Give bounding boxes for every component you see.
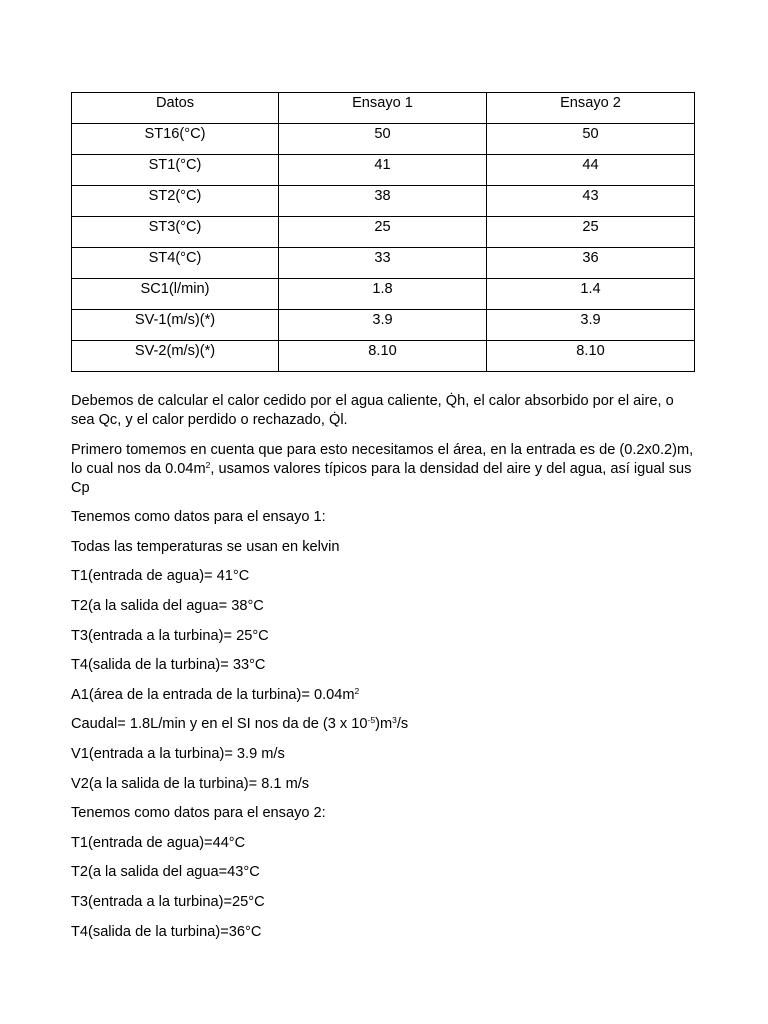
table-header-cell: Ensayo 2 (487, 93, 695, 124)
table-cell: 50 (279, 124, 487, 155)
table-cell: 33 (279, 248, 487, 279)
flow-text-end: /s (396, 716, 409, 733)
table-cell: ST2(°C) (72, 186, 279, 217)
table-header-cell: Datos (72, 93, 279, 124)
table-row (72, 310, 695, 341)
table-row (72, 217, 695, 248)
paragraph-t2-trial2: T2(a la salida del agua=43°C (71, 864, 260, 881)
body-text (71, 392, 697, 942)
table-cell: 8.10 (279, 341, 487, 372)
table-cell: 1.8 (279, 279, 487, 310)
flow-text-mid: )m (375, 716, 393, 733)
paragraph-t1-trial1: T1(entrada de agua)= 41°C (71, 568, 250, 585)
paragraph-a1-trial1 (71, 686, 697, 705)
table-cell: 8.10 (487, 341, 695, 372)
paragraph-heat-calculation: Debemos de calcular el calor cedido por el agua caliente, Q̇h, el calor absorbido por el aire, o sea Qc, y el calor perdido o rechazado, Q̇l. (71, 393, 674, 428)
table-row (72, 248, 695, 279)
table-row (72, 279, 695, 310)
table-cell: 36 (487, 248, 695, 279)
table-cell: 50 (487, 124, 695, 155)
table-header-row (72, 93, 695, 124)
paragraph-t3-trial2: T3(entrada a la turbina)=25°C (71, 893, 265, 910)
table-cell: ST3(°C) (72, 217, 279, 248)
table-cell: 3.9 (487, 310, 695, 341)
table-cell: 41 (279, 155, 487, 186)
paragraph-v1-trial1: V1(entrada a la turbina)= 3.9 m/s (71, 745, 285, 762)
table-cell: SC1(l/min) (72, 279, 279, 310)
paragraph-t4-trial2: T4(salida de la turbina)=36°C (71, 923, 262, 940)
superscript: 2 (205, 459, 211, 470)
superscript: 3 (392, 715, 397, 726)
table-row (72, 186, 695, 217)
table-cell: 44 (487, 155, 695, 186)
a1-text: A1(área de la entrada de la turbina)= 0.04m (71, 686, 355, 703)
table-body (72, 93, 695, 372)
table-cell: 38 (279, 186, 487, 217)
table-cell: ST16(°C) (72, 124, 279, 155)
table-header-cell: Ensayo 1 (279, 93, 487, 124)
table-cell: ST4(°C) (72, 248, 279, 279)
superscript: -5 (367, 715, 376, 726)
table-cell: 25 (279, 217, 487, 248)
table-cell: 43 (487, 186, 695, 217)
table-row (72, 124, 695, 155)
area-note-text-cont: , usamos valores típicos para la densidad del aire y del agua, así igual sus Cp (71, 460, 692, 496)
paragraph-v2-trial1: V2(a la salida de la turbina)= 8.1 m/s (71, 775, 310, 792)
paragraph-kelvin-note: Todas las temperaturas se usan en kelvin (71, 538, 340, 555)
area-note-text: Primero tomemos en cuenta que para esto necesitamos el área, en la entrada es de (0.2x0.2)m, lo cual nos da 0.04m (71, 441, 694, 477)
table-cell: SV-1(m/s)(*) (72, 310, 279, 341)
table-cell: 1.4 (487, 279, 695, 310)
paragraph-t2-trial1: T2(a la salida del agua= 38°C (71, 597, 264, 614)
table-cell: ST1(°C) (72, 155, 279, 186)
table-row (72, 155, 695, 186)
table-cell: SV-2(m/s)(*) (72, 341, 279, 372)
paragraph-t1-trial2: T1(entrada de agua)=44°C (71, 834, 246, 851)
paragraph-t3-trial1: T3(entrada a la turbina)= 25°C (71, 627, 269, 644)
data-table (71, 92, 695, 372)
superscript: 2 (354, 685, 360, 696)
paragraph-t4-trial1: T4(salida de la turbina)= 33°C (71, 657, 266, 674)
paragraph-area-note (71, 441, 697, 498)
table-cell: 3.9 (279, 310, 487, 341)
table-row (72, 341, 695, 372)
flow-text: Caudal= 1.8L/min y en el SI nos da de (3 x 10 (71, 716, 368, 733)
paragraph-trial1-heading: Tenemos como datos para el ensayo 1: (71, 509, 326, 526)
paragraph-trial2-heading: Tenemos como datos para el ensayo 2: (71, 805, 326, 822)
paragraph-flow-trial1 (71, 715, 697, 734)
table-cell: 25 (487, 217, 695, 248)
